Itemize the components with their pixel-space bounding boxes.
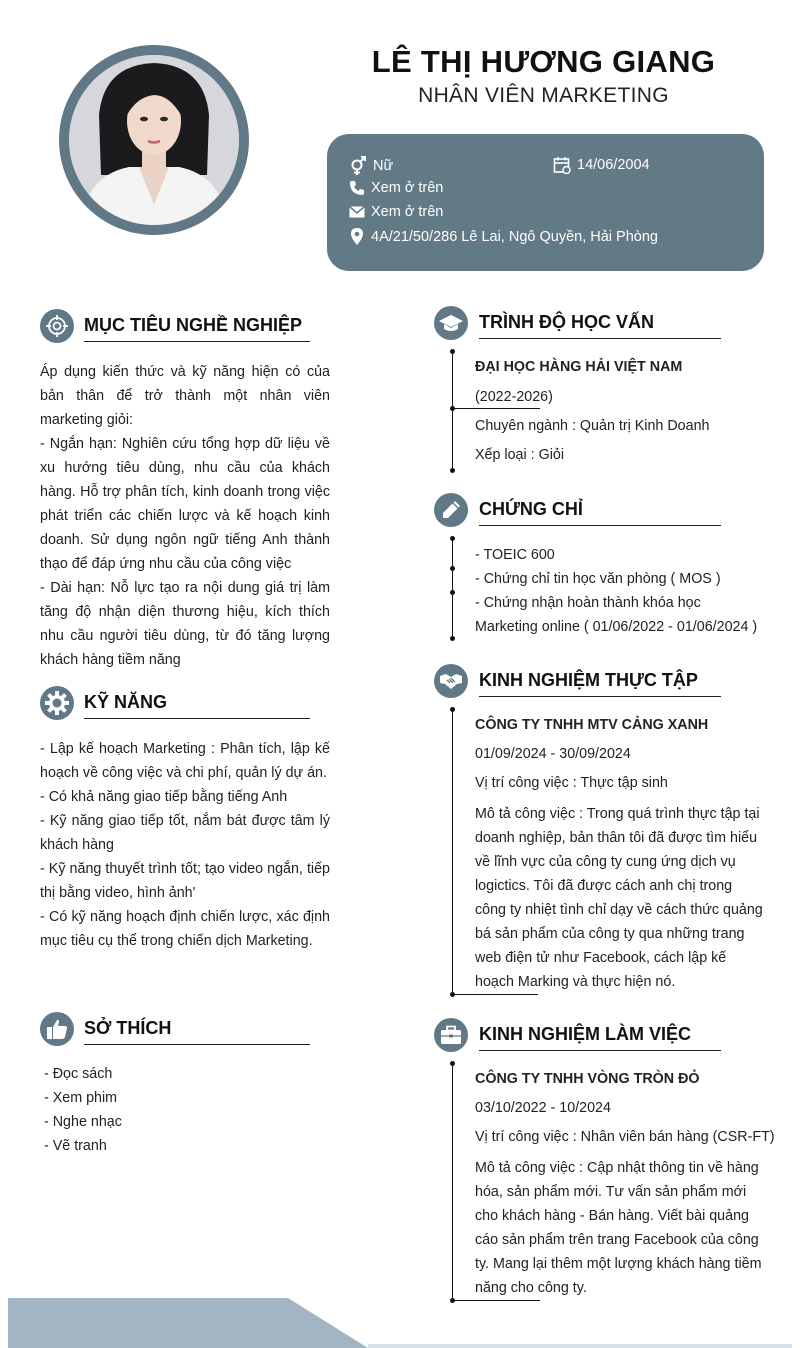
skills-list bbox=[40, 737, 330, 953]
candidate-name: LÊ THỊ HƯƠNG GIANG bbox=[371, 44, 716, 79]
education-period-underline bbox=[452, 408, 540, 409]
skill-item: - Có khả năng giao tiếp bằng tiếng Anh bbox=[40, 789, 288, 805]
certificate-item: - Chứng chỉ tin học văn phòng ( MOS ) bbox=[475, 571, 721, 587]
education-school: ĐẠI HỌC HÀNG HẢI VIỆT NAM bbox=[475, 359, 683, 375]
location-pin-icon bbox=[349, 228, 365, 246]
personal-info-card bbox=[327, 134, 764, 271]
gender-icon bbox=[349, 156, 367, 176]
handshake-icon bbox=[434, 664, 468, 698]
objective-short-term: - Ngắn hạn: Nghiên cứu tổng hợp dữ liệu về xu hướng tiêu dùng, nhu cầu của khách hàng. Hỗ trợ phân tích, kinh doanh trong việc phát triển các chiến lược và kế hoạch kinh doanh. Sử dụng ngôn ngữ tiếng Anh thành thạo để đáp ứng nhu cầu của công việc bbox=[40, 436, 330, 572]
education-period: (2022-2026) bbox=[475, 389, 553, 405]
objective-text bbox=[40, 360, 330, 672]
objective-long-term: - Dài hạn: Nỗ lực tạo ra nội dung giá trị làm tăng độ nhận diện thương hiệu, kích thích nhu cầu người tiêu dùng, từ đó tăng lượng khách hàng tiềm năng bbox=[40, 580, 330, 668]
timeline-dot bbox=[450, 536, 455, 541]
briefcase-icon bbox=[434, 1018, 468, 1052]
timeline-dot bbox=[450, 566, 455, 571]
objective-heading-underline bbox=[84, 341, 310, 342]
internship-heading: KINH NGHIỆM THỰC TẬP bbox=[479, 670, 698, 690]
job-title: NHÂN VIÊN MARKETING bbox=[418, 84, 669, 107]
certificates-timeline bbox=[452, 538, 453, 640]
internship-heading-underline bbox=[479, 696, 721, 697]
work-timeline bbox=[452, 1063, 453, 1301]
internship-end-underline bbox=[452, 994, 538, 995]
dob-row bbox=[553, 156, 650, 174]
avatar bbox=[69, 55, 239, 225]
objective-intro: Áp dụng kiến thức và kỹ năng hiện có của bản thân để trở thành một nhân viên marketing giỏi: bbox=[40, 364, 330, 428]
education-timeline bbox=[452, 351, 453, 472]
education-heading: TRÌNH ĐỘ HỌC VẤN bbox=[479, 312, 654, 332]
hobby-item: - Đọc sách bbox=[44, 1066, 113, 1082]
gear-icon bbox=[40, 686, 74, 720]
work-period: 03/10/2022 - 10/2024 bbox=[475, 1100, 611, 1116]
timeline-dot bbox=[450, 1061, 455, 1066]
timeline-dot bbox=[450, 707, 455, 712]
timeline-dot bbox=[450, 636, 455, 641]
phone-row bbox=[349, 180, 443, 196]
skills-heading: KỸ NĂNG bbox=[84, 692, 168, 712]
certificates-list bbox=[475, 543, 765, 639]
dob-value: 14/06/2004 bbox=[577, 157, 650, 173]
work-heading-underline bbox=[479, 1050, 721, 1051]
bottom-decorative-band bbox=[8, 1298, 792, 1348]
gender-value: Nữ bbox=[373, 158, 394, 174]
skill-item: - Có kỹ năng hoạch định chiến lược, xác định mục tiêu cụ thể trong chiến dịch Marketing. bbox=[40, 909, 330, 949]
work-company: CÔNG TY TNHH VÒNG TRÒN ĐỎ bbox=[475, 1071, 700, 1087]
internship-position: Vị trí công việc : Thực tập sinh bbox=[475, 775, 668, 791]
skill-item: - Kỹ năng thuyết trình tốt; tạo video ngắn, tiếp thị bằng video, hình ảnh' bbox=[40, 861, 330, 901]
hobby-item: - Xem phim bbox=[44, 1090, 118, 1106]
objective-heading: MỤC TIÊU NGHỀ NGHIỆP bbox=[84, 315, 303, 335]
calendar-icon bbox=[553, 156, 571, 174]
hobby-item: - Nghe nhạc bbox=[44, 1114, 122, 1130]
timeline-dot bbox=[450, 349, 455, 354]
education-major: Chuyên ngành : Quản trị Kinh Doanh bbox=[475, 418, 710, 434]
certificates-heading-underline bbox=[479, 525, 721, 526]
email-icon bbox=[349, 205, 365, 219]
internship-description: Mô tả công việc : Trong quá trình thực tập tại doanh nghiệp, bản thân tôi đã được tìm hiểu về lĩnh vực của công ty cung ứng dịch vụ logictics. Tôi đã được cách anh chị trong công ty nhiệt tình chỉ dạy về cách thức quảng bá sản phẩm của công ty qua những trang web điện tử như Facebook, cách lập kế hoạch Marking và thực hiện nó. bbox=[475, 806, 763, 990]
email-row bbox=[349, 204, 443, 220]
internship-timeline bbox=[452, 709, 453, 996]
hobby-item: - Vẽ tranh bbox=[44, 1138, 107, 1154]
gender-row bbox=[349, 156, 393, 176]
work-description: Mô tả công việc : Cập nhật thông tin về hàng hóa, sản phẩm mới. Tư vấn sản phẩm mới cho khách hàng - Bán hàng. Viết bài quảng cáo sản phẩm trên trang Facebook của công ty. Mang lại thêm một lượng khách hàng tiềm năng cho công ty. bbox=[475, 1160, 762, 1296]
phone-icon bbox=[349, 180, 365, 196]
address-row bbox=[349, 228, 658, 246]
email-value: Xem ở trên bbox=[371, 204, 444, 220]
timeline-dot bbox=[450, 590, 455, 595]
portrait-illustration bbox=[69, 55, 239, 225]
hobbies-heading: SỞ THÍCH bbox=[84, 1018, 172, 1038]
internship-company: CÔNG TY TNHH MTV CẢNG XANH bbox=[475, 717, 709, 733]
skill-item: - Lập kế hoạch Marketing : Phân tích, lập kế hoạch về công việc và chi phí, quản lý dự án. bbox=[40, 741, 330, 781]
skill-item: - Kỹ năng giao tiếp tốt, nắm bát được tâm lý khách hàng bbox=[40, 813, 330, 853]
phone-value: Xem ở trên bbox=[371, 180, 444, 196]
education-rank: Xếp loại : Giỏi bbox=[475, 447, 565, 463]
education-heading-underline bbox=[479, 338, 721, 339]
certificate-item: - TOEIC 600 bbox=[475, 547, 555, 563]
target-icon bbox=[40, 309, 74, 343]
skills-heading-underline bbox=[84, 718, 310, 719]
thumbs-up-icon bbox=[40, 1012, 74, 1046]
certificate-item: - Chứng nhận hoàn thành khóa học Marketing online ( 01/06/2022 - 01/06/2024 ) bbox=[475, 595, 758, 635]
hobbies-heading-underline bbox=[84, 1044, 310, 1045]
internship-period: 01/09/2024 - 30/09/2024 bbox=[475, 746, 631, 762]
pencil-icon bbox=[434, 493, 468, 527]
work-position: Vị trí công việc : Nhân viên bán hàng (CSR-FT) bbox=[475, 1129, 775, 1145]
address-value: 4A/21/50/286 Lê Lai, Ngô Quyền, Hải Phòng bbox=[371, 229, 658, 245]
certificates-heading: CHỨNG CHỈ bbox=[479, 499, 583, 519]
work-heading: KINH NGHIỆM LÀM VIỆC bbox=[479, 1024, 692, 1044]
timeline-dot bbox=[450, 468, 455, 473]
graduation-cap-icon bbox=[434, 306, 468, 340]
